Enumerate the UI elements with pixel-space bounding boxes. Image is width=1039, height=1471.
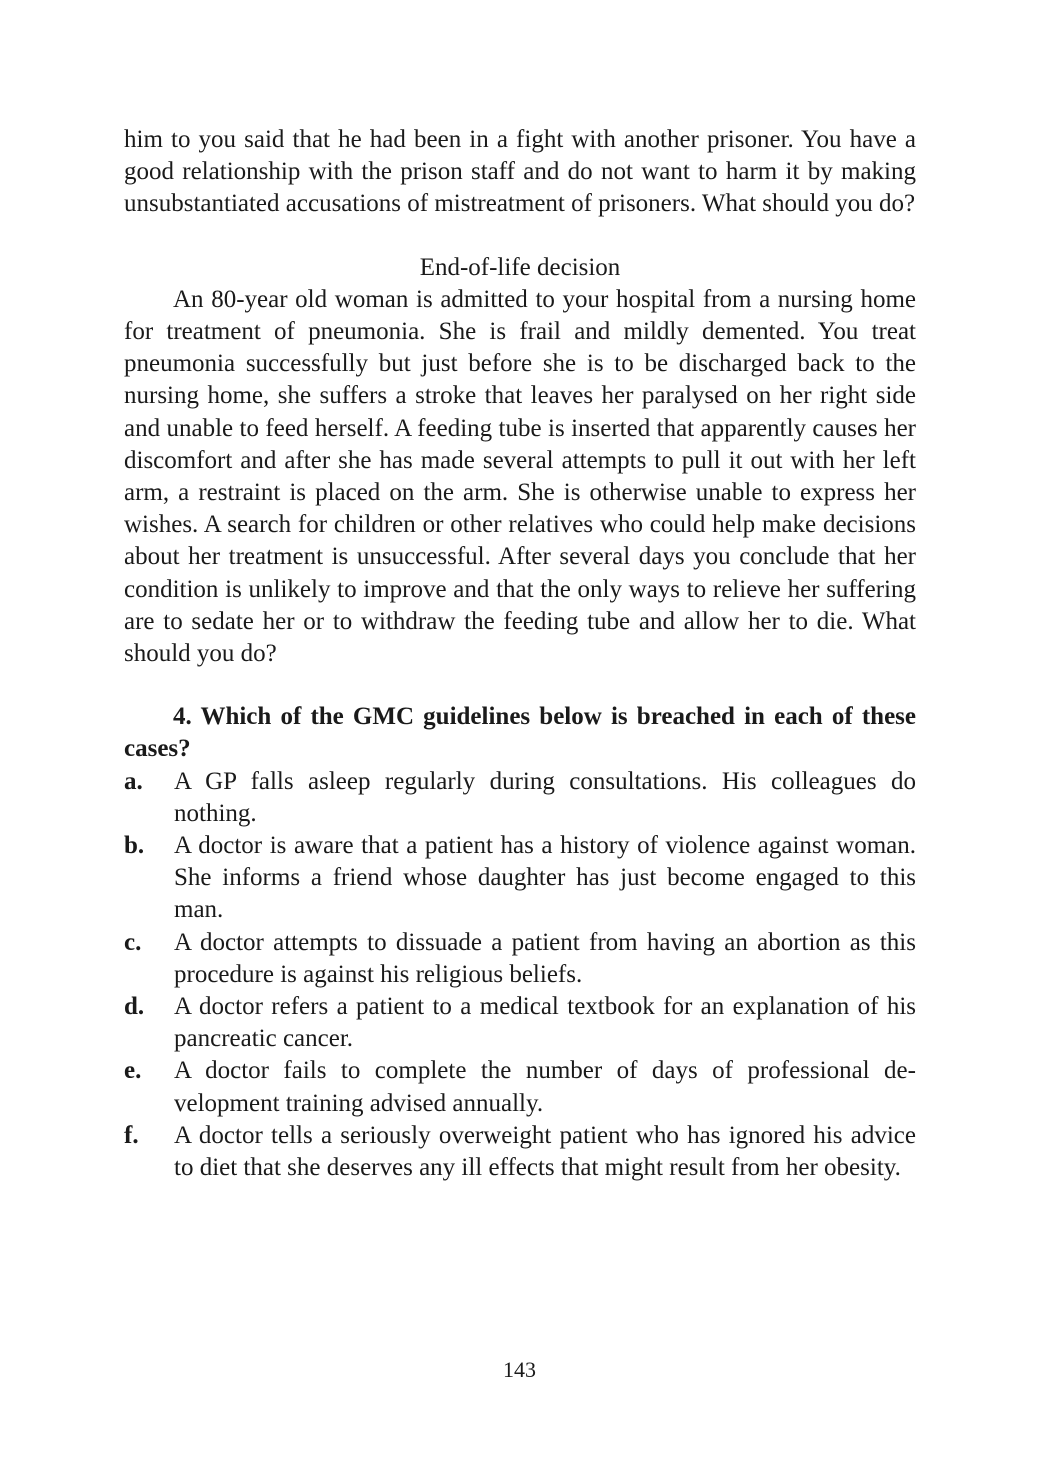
list-item [124,991,916,1055]
section-body: An 80-year old woman is admitted to your hospital from a nursing home for treatment of pneumonia. She is frail and mildly demented. You treat pneumonia successfully but just before she is to be discharged back to the nursing home, she suffers a stroke that leaves her paralysed on her right side and unable to feed herself. A feeding tube is inserted that apparently causes her discomfort and after she has made several attempts to pull it out with her left arm, a restraint is placed on the arm. She is otherwise unable to express her wishes. A search for children or other relatives who could help make decisions about her treatment is unsuccessful. After several days you conclude that her condition is unlikely to improve and that the only ways to relieve her suffering are to sedate her or to withdraw the feeding tube and allow her to die. What should you do? [124,285,916,668]
item-letter: b. [124,832,145,860]
item-text: A doctor tells a seriously overweight patient who has ignored his advice to diet that she deserves any ill effects that might result from her obesity. [174,1121,916,1182]
list-item [124,1055,916,1119]
answer-list [124,766,916,1185]
list-item [124,1120,916,1184]
list-item [124,830,916,927]
opening-paragraph: him to you said that he had been in a fight with another prisoner. You have a good relationship with the prison staff and do not want to harm it by making unsubstantiated accusations of mistreatment of prisoners. What should you do? [124,126,916,218]
item-letter: f. [124,1121,139,1149]
question-heading: 4. Which of the GMC guidelines below is breached in each of these cases? [124,703,916,763]
item-letter: a. [124,767,143,795]
item-text: A doctor fails to complete the number of days of professional development training advised annually. [174,1057,916,1117]
list-item [124,927,916,991]
page-number: 143 [503,1357,536,1382]
item-letter: c. [124,928,142,956]
page-content [124,124,916,1184]
item-text: A doctor refers a patient to a medical textbook for an explanation of his pancreatic cancer. [174,993,916,1053]
item-text: A doctor attempts to dissuade a patient from having an abortion as this procedure is against his religious beliefs. [174,928,916,988]
list-item [124,766,916,830]
item-text: A doctor is aware that a patient has a history of violence against woman. She informs a friend whose daughter has just become engaged to this man. [174,832,916,924]
item-text: A GP falls asleep regularly during consultations. His colleagues do nothing. [174,767,916,827]
item-letter: e. [124,1057,142,1085]
section-heading: End-of-life decision [419,253,621,281]
item-letter: d. [124,993,145,1021]
